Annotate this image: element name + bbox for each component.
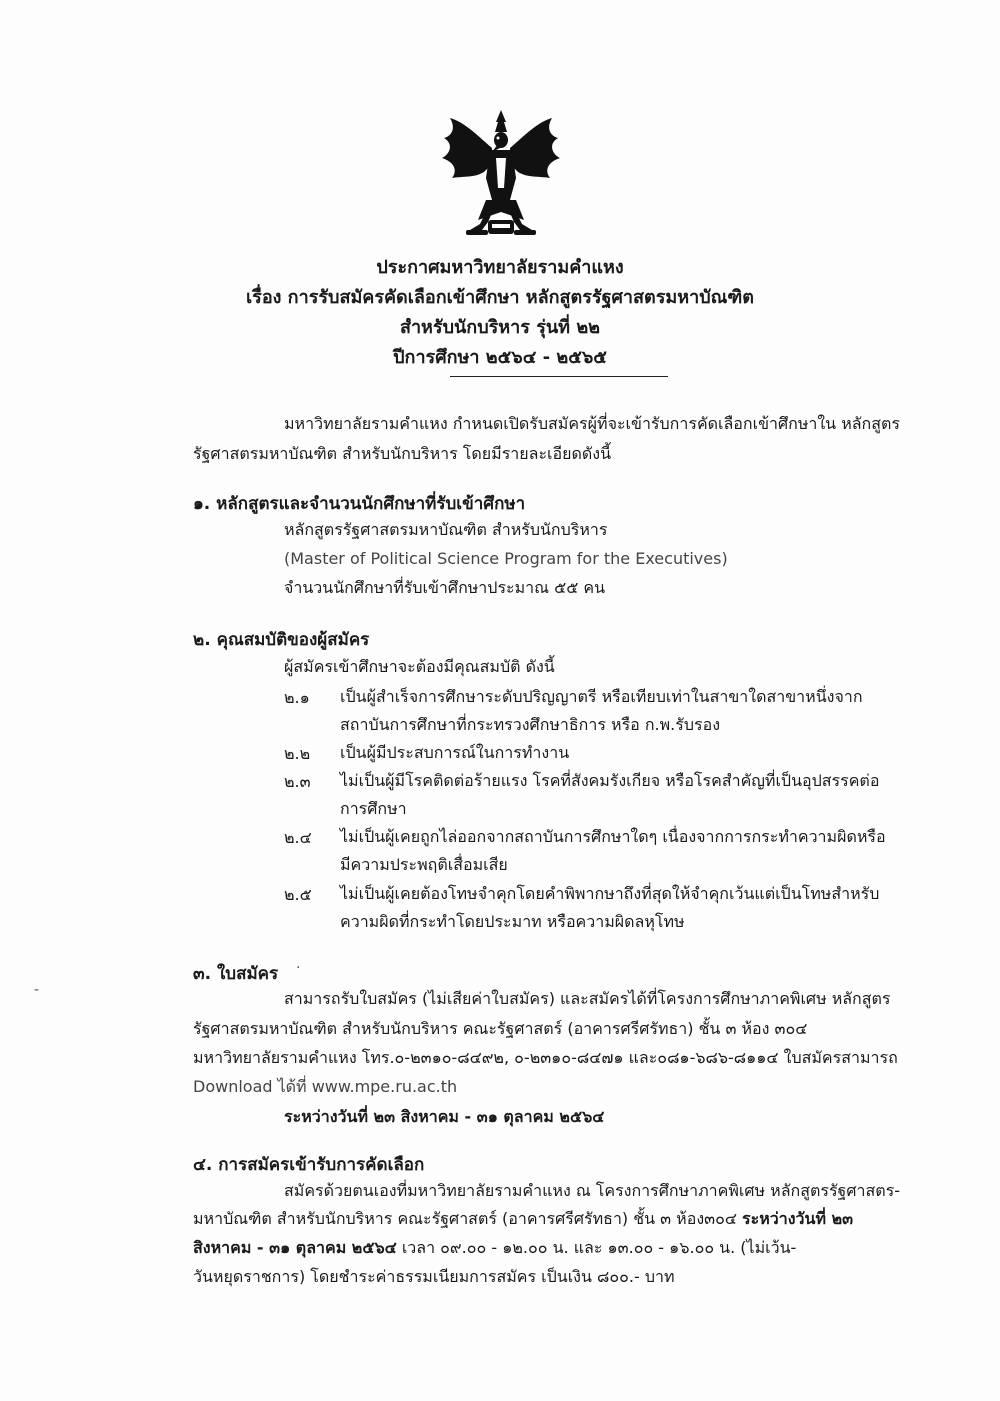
section-3-line-2: รัฐศาสตรมหาบัณฑิต สำหรับนักบริหาร คณะรัฐศาสตร์ (อาคารศรีศรัทธา) ชั้น ๓ ห้อง ๓๐๔ <box>193 1019 808 1038</box>
section-4-line-2 <box>193 1208 853 1230</box>
header-divider <box>450 376 668 377</box>
section-4-title: ๔. การสมัครเข้ารับการคัดเลือก <box>193 1155 425 1175</box>
qualification-item-2-line-1: เป็นผู้มีประสบการณ์ในการทำงาน <box>340 743 570 762</box>
section-4-line-2-text: มหาบัณฑิต สำหรับนักบริหาร คณะรัฐศาสตร์ (อาคารศรีศรัทธา) ชั้น ๓ ห้อง๓๐๔ <box>193 1209 743 1228</box>
qualification-item-5-line-2: ความผิดที่กระทำโดยประมาท หรือความผิดลหุโทษ <box>340 912 685 931</box>
section-3-download: Download ได้ที่ www.mpe.ru.ac.th <box>193 1077 458 1096</box>
qualification-item-4-line-2: มีความประพฤติเสื่อมเสีย <box>340 855 508 874</box>
section-4-line-1: สมัครด้วยตนเองที่มหาวิทยาลัยรามคำแหง ณ โครงการศึกษาภาคพิเศษ หลักสูตรรัฐศาสตร- <box>284 1181 901 1200</box>
announcement-title: ประกาศมหาวิทยาลัยรามคำแหง <box>376 257 624 278</box>
garuda-emblem-icon <box>440 108 562 248</box>
section-4-period-end: สิงหาคม - ๓๑ ตุลาคม ๒๕๖๔ <box>193 1238 397 1257</box>
qualification-number: ๒.๓ <box>284 772 311 791</box>
section-3-title: ๓. ใบสมัคร <box>193 964 279 984</box>
qualification-item-5-line-1: ไม่เป็นผู้เคยต้องโทษจำคุกโดยคำพิพากษาถึงที่สุดให้จำคุกเว้นแต่เป็นโทษสำหรับ <box>340 884 880 903</box>
section-4-hours: เวลา ๐๙.๐๐ - ๑๒.๐๐ น. และ ๑๓.๐๐ - ๑๖.๐๐ น. (ไม่เว้น- <box>396 1238 797 1257</box>
section-1-title: ๑. หลักสูตรและจำนวนนักศึกษาที่รับเข้าศึกษา <box>193 494 526 514</box>
announcement-academic-year: ปีการศึกษา ๒๕๖๔ - ๒๕๖๕ <box>393 347 607 368</box>
scan-speck: - <box>34 982 40 998</box>
qualification-item-3-line-2: การศึกษา <box>340 799 407 818</box>
qualification-number: ๒.๔ <box>284 828 312 847</box>
section-3-line-1: สามารถรับใบสมัคร (ไม่เสียค่าใบสมัคร) และสมัครได้ที่โครงการศึกษาภาคพิเศษ หลักสูตร <box>284 989 891 1008</box>
section-1-capacity: จำนวนนักศึกษาที่รับเข้าศึกษาประมาณ ๕๕ คน <box>284 578 606 597</box>
section-4-fee: วันหยุดราชการ) โดยชำระค่าธรรมเนียมการสมัคร เป็นเงิน ๘๐๐.- บาท <box>193 1267 675 1286</box>
qualification-item-4-line-1: ไม่เป็นผู้เคยถูกไล่ออกจากสถาบันการศึกษาใดๆ เนื่องจากการกระทำความผิดหรือ <box>340 827 886 846</box>
qualification-number: ๒.๕ <box>284 885 312 904</box>
qualification-item-3-line-1: ไม่เป็นผู้มีโรคติดต่อร้ายแรง โรคที่สังคมรังเกียจ หรือโรคสำคัญที่เป็นอุปสรรคต่อ <box>340 771 880 790</box>
announcement-batch: สำหรับนักบริหาร รุ่นที่ ๒๒ <box>399 317 601 338</box>
qualification-number: ๒.๒ <box>284 744 311 763</box>
qualification-number: ๒.๑ <box>284 688 310 707</box>
intro-line-1: มหาวิทยาลัยรามคำแหง กำหนดเปิดรับสมัครผู้ที่จะเข้ารับการคัดเลือกเข้าศึกษาใน หลักสูตร <box>284 414 900 433</box>
qualification-item-1-line-1: เป็นผู้สำเร็จการศึกษาระดับปริญญาตรี หรือเทียบเท่าในสาขาใดสาขาหนึ่งจาก <box>340 687 863 706</box>
section-1-program: หลักสูตรรัฐศาสตรมหาบัณฑิต สำหรับนักบริหาร <box>284 520 608 539</box>
section-4-line-3 <box>193 1237 796 1259</box>
section-3-period: ระหว่างวันที่ ๒๓ สิงหาคม - ๓๑ ตุลาคม ๒๕๖๔ <box>284 1107 605 1126</box>
intro-line-2: รัฐศาสตรมหาบัณฑิต สำหรับนักบริหาร โดยมีรายละเอียดดังนี้ <box>193 444 612 463</box>
scan-speck: · <box>296 960 301 976</box>
section-2-title: ๒. คุณสมบัติของผู้สมัคร <box>193 630 370 650</box>
announcement-subject: เรื่อง การรับสมัครคัดเลือกเข้าศึกษา หลักสูตรรัฐศาสตรมหาบัณฑิต <box>246 287 754 308</box>
section-4-period-start: ระหว่างวันที่ ๒๓ <box>742 1209 854 1228</box>
section-1-program-english: (Master of Political Science Program for the Executives) <box>284 549 728 568</box>
qualification-item-1-line-2: สถาบันการศึกษาที่กระทรวงศึกษาธิการ หรือ ก.พ.รับรอง <box>340 715 721 734</box>
section-3-line-3: มหาวิทยาลัยรามคำแหง โทร.๐-๒๓๑๐-๘๔๙๒, ๐-๒๓๑๐-๘๔๗๑ และ๐๘๑-๖๘๖-๘๑๑๔ ใบสมัครสามารถ <box>193 1048 898 1067</box>
section-2-lead: ผู้สมัครเข้าศึกษาจะต้องมีคุณสมบัติ ดังนี้ <box>284 657 555 676</box>
